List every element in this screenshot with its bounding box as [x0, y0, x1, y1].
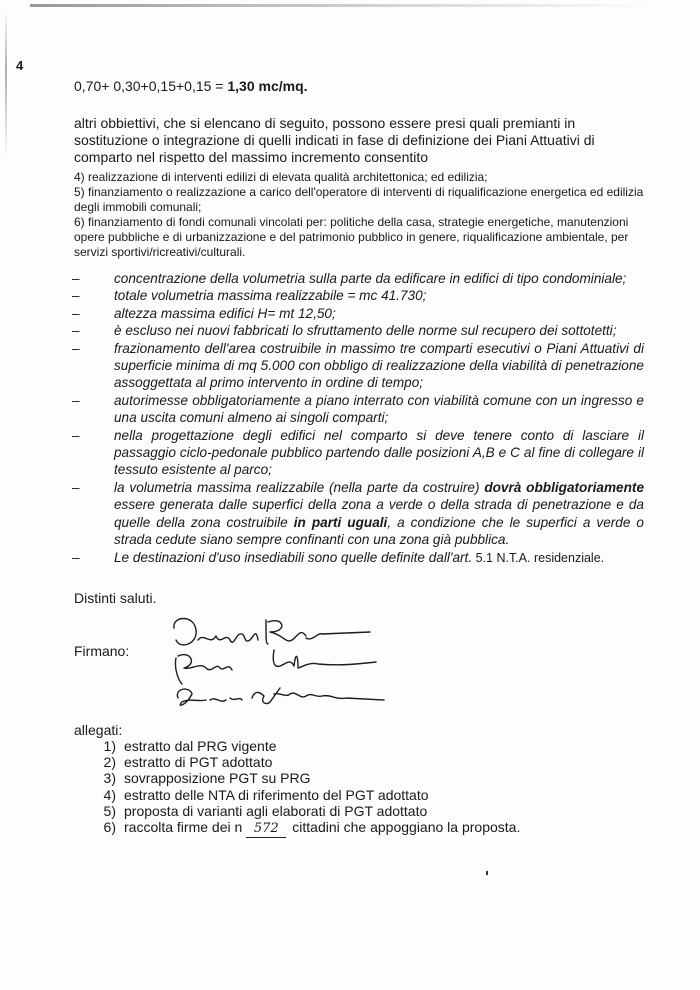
requirement-text-part: Le destinazioni d'uso insediabili sono quelle definite dall'art. [114, 549, 473, 565]
dash-marker: – [72, 323, 80, 339]
requirement-text [114, 549, 644, 567]
attachment-text [124, 819, 520, 838]
scan-speck [486, 871, 488, 875]
requirement-item [72, 270, 644, 287]
requirement-item [72, 322, 644, 339]
attachment-number: 6) [103, 819, 116, 836]
attachment-number: 4) [103, 786, 116, 803]
attachment-item [92, 787, 520, 803]
attachment-number: 5) [103, 802, 116, 819]
emphasis-text: dovrà obbligatoriamente [484, 479, 645, 495]
margin-mark: 4 [16, 58, 24, 73]
formula-expression: 0,70+ 0,30+0,15+0,15 = [74, 78, 228, 94]
dash-marker: – [72, 392, 80, 408]
requirement-text-part: , a condizione che le superfici a verde o strada cedute siano sempre confinanti con una zona già pubblica. [114, 514, 644, 548]
closing-salutation: Distinti saluti. [74, 590, 157, 606]
requirement-text: nella progettazione degli edifici nel comparto si deve tenere conto di lasciare il passaggio ciclo-pedonale pubblico partendo dalle posizioni A,B e C al fine di collegare il tessuto esistente al parco; [114, 427, 644, 478]
requirement-text: frazionamento dell'area costruibile in massimo tre comparti esecutivi o Piani Attuativi di superficie minima di mq 5.000 con obbligo di realizzazione della viabilità di penetrazione assoggettata al primo intervento in ordine di tempo; [114, 340, 644, 391]
requirement-text: altezza massima edifici H= mt 12,50; [114, 305, 336, 321]
attachment-text: sovrapposizione PGT su PRG [124, 770, 311, 787]
dash-marker: – [72, 340, 80, 356]
objective-item: 4) realizzazione di interventi edilizi di elevata qualità architettonica; ed edilizia; [74, 170, 488, 184]
requirement-text-part: 5.1 N.T.A. residenziale. [472, 550, 605, 565]
attachment-text-part: cittadini che appoggiano la proposta. [292, 819, 521, 836]
attachment-text: estratto dal PRG vigente [124, 738, 277, 754]
signature-3 [177, 688, 384, 705]
scan-edge-left [5, 10, 7, 160]
requirement-text [114, 479, 644, 549]
attachments-list [92, 738, 520, 838]
objective-item: 6) finanziamento di fondi comunali vincolati per: politiche della casa, strategie energetiche, manutenzioni opere pubbliche e di urbanizzazione e del patrimonio pubblico in genere, riqualificazione ambientale, per servizi sportivi/ricreativi/culturali. [74, 215, 629, 259]
requirement-text: è escluso nei nuovi fabbricati lo sfruttamento delle norme sul recupero dei sottotetti; [114, 323, 617, 339]
requirement-text-part: essere generata dalle superfici della zona a verde o della strada di penetrazione e da quelle della zona costruibile [114, 497, 644, 530]
requirement-text: totale volumetria massima realizzabile = mc 41.730; [114, 288, 427, 304]
handwritten-count: 572 [246, 821, 286, 838]
requirement-item [72, 392, 644, 427]
volume-formula [74, 78, 644, 94]
dash-marker: – [72, 288, 80, 304]
dash-marker: – [72, 271, 80, 286]
objective-item: 5) finanziamento o realizzazione a carico dell'operatore di interventi di riqualificazione energetica ed edilizia degli immobili comunali; [74, 185, 644, 214]
emphasis-text: in parti uguali [293, 514, 388, 530]
signers-label: Firmano: [74, 643, 130, 659]
requirement-item [72, 340, 644, 392]
requirement-item [72, 427, 644, 479]
attachment-item [92, 738, 520, 754]
attachment-text-part: raccolta firme dei n [124, 819, 243, 836]
attachment-text: estratto delle NTA di riferimento del PGT adottato [124, 786, 429, 803]
handwritten-signatures [170, 610, 400, 720]
dash-marker: – [72, 305, 80, 321]
attachment-item [92, 770, 520, 786]
attachment-text: estratto di PGT adottato [124, 754, 273, 771]
intro-paragraph: altri obbiettivi, che si elencano di seguito, possono essere presi quali premianti in sostituzione o integrazione di quelli indicati in fase di definizione dei Piani Attuativi di comparto nel rispetto del massimo incremento consentito [74, 115, 595, 165]
dash-marker: – [72, 427, 80, 443]
requirement-text: concentrazione della volumetria sulla parte da edificare in edifici di tipo condominiale; [114, 271, 627, 286]
requirement-item [72, 305, 644, 322]
signature-2 [175, 650, 376, 684]
scan-edge-top [30, 4, 650, 7]
requirement-text-part: la volumetria massima realizzabile (nella parte da costruire) [114, 479, 485, 495]
attachment-number: 3) [103, 770, 116, 787]
formula-result: 1,30 mc/mq. [227, 78, 308, 94]
attachment-item [92, 803, 520, 819]
dash-marker: – [72, 549, 80, 565]
requirement-item [72, 479, 644, 549]
dash-marker: – [72, 479, 80, 495]
attachment-number: 2) [103, 754, 116, 771]
requirement-text: autorimesse obbligatoriamente a piano interrato con viabilità comune con un ingresso e una uscita comuni almeno ai singoli comparti; [114, 392, 644, 426]
signature-1 [174, 619, 370, 645]
attachment-item [92, 754, 520, 770]
requirement-item [72, 549, 644, 567]
attachment-text: proposta di varianti agli elaborati di PGT adottato [124, 802, 428, 819]
attachment-number: 1) [103, 738, 116, 754]
attachments-label: allegati: [74, 722, 123, 738]
requirements-list [72, 270, 644, 567]
attachment-item [92, 819, 520, 838]
numbered-objectives [74, 170, 644, 260]
requirement-item [72, 287, 644, 304]
